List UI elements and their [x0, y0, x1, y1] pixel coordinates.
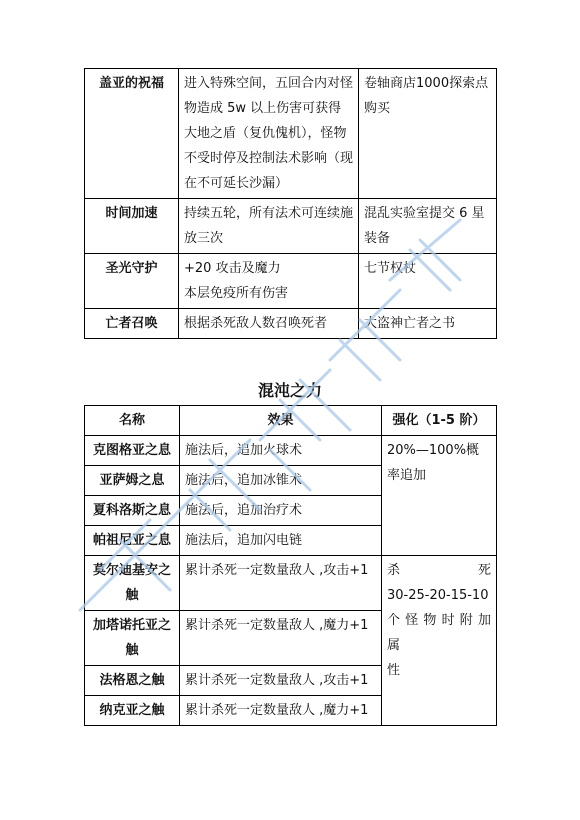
power-name: 亚萨姆之息	[85, 466, 180, 496]
skill-name: 圣光守护	[85, 254, 179, 309]
table-row	[85, 199, 497, 254]
power-effect: 施法后，追加闪电链	[180, 526, 382, 556]
column-header-upgrade: 强化（1-5 阶）	[382, 406, 497, 436]
power-name: 加塔诺托亚之触	[85, 611, 180, 666]
skill-name: 盖亚的祝福	[85, 69, 179, 199]
power-effect: 累计杀死一定数量敌人 ,攻击+1	[180, 666, 382, 696]
skill-name: 亡者召唤	[85, 309, 179, 339]
skill-source: 混乱实验室提交 6 星装备	[359, 199, 497, 254]
table-row	[85, 556, 497, 611]
power-effect: 施法后，追加火球术	[180, 436, 382, 466]
power-effect: 施法后，追加冰锥术	[180, 466, 382, 496]
skill-source: 大盗神亡者之书	[359, 309, 497, 339]
power-name: 莫尔迪基安之触	[85, 556, 180, 611]
upgrade-line: 杀 死	[387, 563, 491, 578]
power-name: 帕祖尼亚之息	[85, 526, 180, 556]
power-effect: 累计杀死一定数量敌人 ,攻击+1	[180, 556, 382, 611]
effect-line: +20 攻击及魔力	[184, 261, 281, 276]
skill-effect	[179, 254, 359, 309]
skill-effect: 进入特殊空间，五回合内对怪物造成 5w 以上伤害可获得大地之盾（复仇傀机），怪物不受时停及控制法术影响（现在不可延长沙漏）	[179, 69, 359, 199]
column-header-effect: 效果	[180, 406, 382, 436]
skill-source: 七节权杖	[359, 254, 497, 309]
power-name: 夏科洛斯之息	[85, 496, 180, 526]
skill-effect: 根据杀死敌人数召唤死者	[179, 309, 359, 339]
table-row	[85, 254, 497, 309]
upgrade-info	[382, 556, 497, 726]
power-name: 法格恩之触	[85, 666, 180, 696]
power-effect: 累计杀死一定数量敌人 ,魔力+1	[180, 696, 382, 726]
table-row	[85, 309, 497, 339]
power-name: 纳克亚之触	[85, 696, 180, 726]
upgrade-info: 20%—100%概率追加	[382, 436, 497, 556]
skill-effect: 持续五轮，所有法术可连续施放三次	[179, 199, 359, 254]
effect-line: 本层免疫所有伤害	[184, 286, 289, 301]
section-title: 混沌之力	[257, 381, 322, 400]
table-header-row	[85, 406, 497, 436]
table-row	[85, 69, 497, 199]
table-row	[85, 436, 497, 466]
upgrade-line: 性	[387, 663, 401, 678]
power-name: 克图格亚之息	[85, 436, 180, 466]
column-header-name: 名称	[85, 406, 180, 436]
upgrade-line: 30-25-20-15-10	[387, 588, 489, 603]
skill-source: 卷轴商店1000探索点购买	[359, 69, 497, 199]
power-effect: 累计杀死一定数量敌人 ,魔力+1	[180, 611, 382, 666]
skills-table	[84, 68, 497, 339]
chaos-power-table	[84, 405, 497, 726]
upgrade-line: 个 怪 物 时 附 加 属	[387, 613, 491, 653]
skill-name: 时间加速	[85, 199, 179, 254]
power-effect: 施法后，追加治疗术	[180, 496, 382, 526]
